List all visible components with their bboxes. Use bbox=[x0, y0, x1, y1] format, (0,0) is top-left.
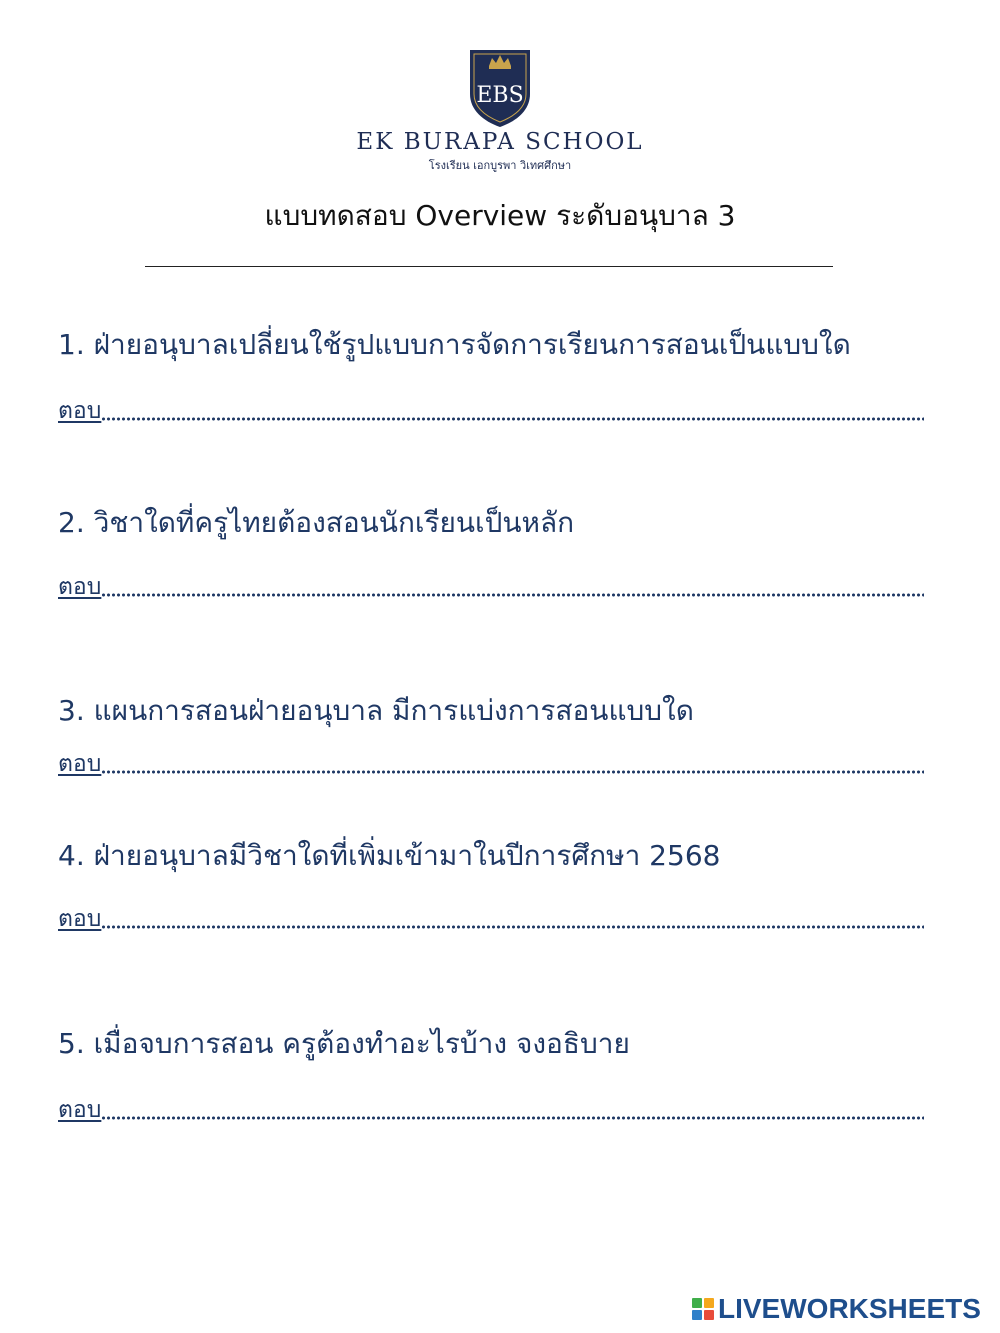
answer-line-4[interactable] bbox=[58, 900, 924, 934]
answer-label: ตอบ bbox=[58, 906, 102, 932]
answer-line-2[interactable] bbox=[58, 568, 924, 602]
answer-label: ตอบ bbox=[58, 574, 102, 600]
answer-dotted-line bbox=[101, 925, 924, 929]
page-title: แบบทดสอบ Overview ระดับอนุบาล 3 bbox=[264, 199, 736, 232]
school-logo-icon bbox=[467, 44, 533, 128]
logo-monogram: EBS bbox=[476, 83, 524, 108]
liveworksheets-logo-icon bbox=[692, 1298, 714, 1320]
question-3: 3. แผนการสอนฝ่ายอนุบาล มีการแบ่งการสอนแบบใด bbox=[58, 694, 694, 727]
title-divider bbox=[145, 266, 833, 267]
answer-line-3[interactable] bbox=[58, 745, 924, 779]
question-1: 1. ฝ่ายอนุบาลเปลี่ยนใช้รูปแบบการจัดการเรียนการสอนเป็นแบบใด bbox=[58, 328, 851, 361]
answer-dotted-line bbox=[101, 1116, 924, 1120]
liveworksheets-brand[interactable] bbox=[692, 1294, 981, 1324]
school-name-thai: โรงเรียน เอกบูรพา วิเทศศึกษา bbox=[428, 159, 572, 172]
answer-label: ตอบ bbox=[58, 1097, 102, 1123]
answer-label: ตอบ bbox=[58, 398, 102, 424]
answer-label: ตอบ bbox=[58, 751, 102, 777]
school-name: EK BURAPA SCHOOL bbox=[356, 129, 644, 155]
question-2: 2. วิชาใดที่ครูไทยต้องสอนนักเรียนเป็นหลัก bbox=[58, 506, 575, 539]
answer-dotted-line bbox=[101, 593, 924, 597]
answer-line-1[interactable] bbox=[58, 392, 924, 426]
question-4: 4. ฝ่ายอนุบาลมีวิชาใดที่เพิ่มเข้ามาในปีการศึกษา 2568 bbox=[58, 839, 721, 872]
answer-dotted-line bbox=[101, 417, 924, 421]
answer-dotted-line bbox=[101, 770, 924, 774]
question-5: 5. เมื่อจบการสอน ครูต้องทำอะไรบ้าง จงอธิบาย bbox=[58, 1027, 630, 1060]
liveworksheets-text: LIVEWORKSHEETS bbox=[718, 1293, 981, 1324]
answer-line-5[interactable] bbox=[58, 1091, 924, 1125]
